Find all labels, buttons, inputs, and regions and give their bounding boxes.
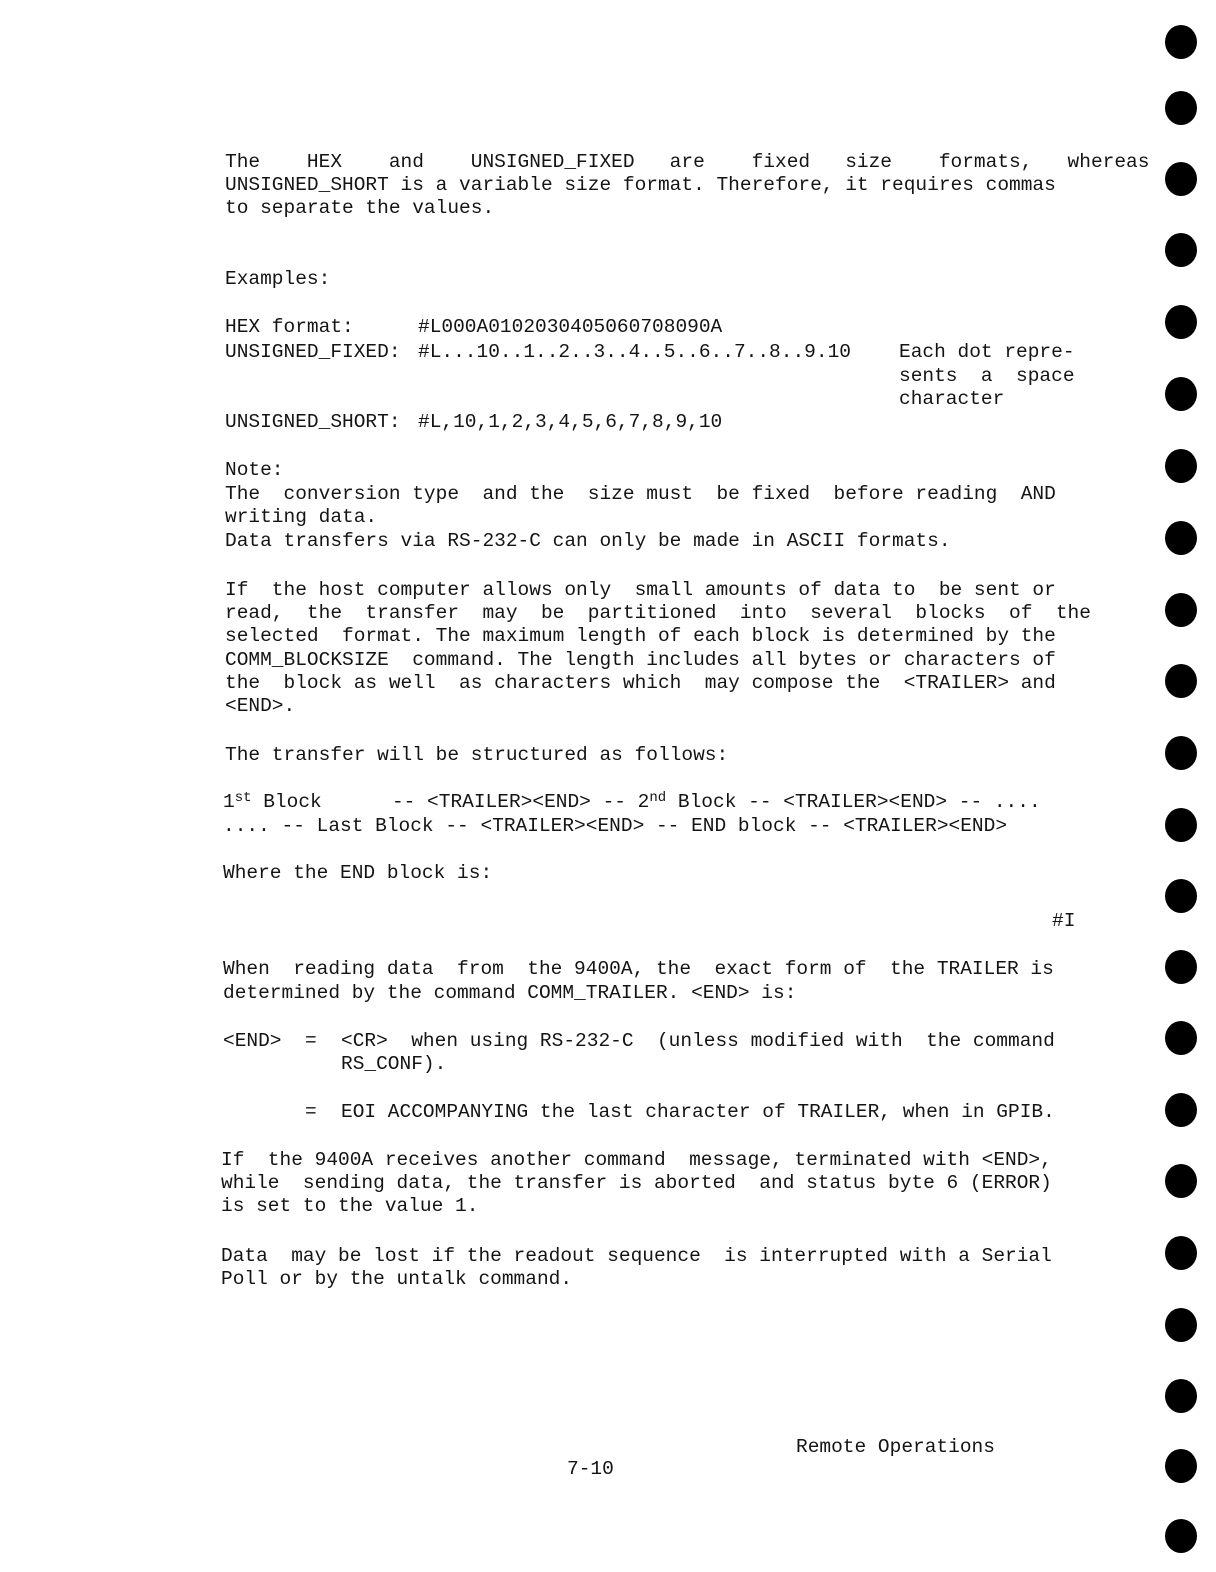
binder-hole — [1165, 664, 1197, 698]
binder-hole — [1165, 162, 1197, 196]
binder-hole — [1165, 1164, 1197, 1198]
partition-line-1: If the host computer allows only small amounts of data to be sent or — [225, 579, 1056, 601]
abort-line-3: is set to the value 1. — [221, 1195, 479, 1217]
second-block-suffix: nd — [649, 790, 667, 806]
binder-hole — [1165, 879, 1197, 913]
binder-hole — [1165, 25, 1197, 59]
lost-line-2: Poll or by the untalk command. — [221, 1268, 573, 1290]
lost-line-1: Data may be lost if the readout sequence is interrupted with a Serial — [221, 1245, 1052, 1267]
end-definition-1-line-1: <CR> when using RS-232-C (unless modified with the command — [341, 1030, 1055, 1052]
binder-hole — [1165, 1449, 1197, 1483]
binder-hole — [1165, 1236, 1197, 1270]
first-block-suffix: st — [234, 790, 252, 806]
end-block-value: #I — [1052, 910, 1076, 932]
binder-hole — [1165, 305, 1197, 339]
end-definition-1-line-2: RS_CONF). — [341, 1053, 447, 1075]
binder-hole — [1165, 1519, 1197, 1553]
structure-line-1 — [223, 791, 1041, 816]
partition-line-3: selected format. The maximum length of each block is determined by the — [225, 625, 1056, 647]
hex-format-value: #L000A0102030405060708090A — [418, 316, 723, 338]
note-line-1: The conversion type and the size must be fixed before reading AND — [225, 483, 1056, 505]
reading-line-2: determined by the command COMM_TRAILER. <END> is: — [223, 982, 797, 1004]
unsigned-fixed-note-2: sents a space — [899, 365, 1075, 387]
intro-line-1: The HEX and UNSIGNED_FIXED are fixed size formats, whereas — [225, 151, 1150, 173]
binder-hole — [1165, 950, 1197, 984]
reading-line-1: When reading data from the 9400A, the exact form of the TRAILER is — [223, 958, 1054, 980]
structure-line-2: .... -- Last Block -- <TRAILER><END> -- END block -- <TRAILER><END> — [223, 815, 1008, 837]
intro-line-2: UNSIGNED_SHORT is a variable size format. Therefore, it requires commas — [225, 174, 1056, 196]
note-line-2: writing data. — [225, 506, 378, 528]
intro-line-3: to separate the values. — [225, 197, 495, 219]
binder-hole — [1165, 449, 1197, 483]
first-block-text: Block -- <TRAILER><END> -- 2 — [251, 791, 650, 813]
binder-hole — [1165, 736, 1197, 770]
page-number: 7-10 — [567, 1458, 614, 1480]
binder-holes — [1165, 0, 1199, 1572]
unsigned-short-value: #L,10,1,2,3,4,5,6,7,8,9,10 — [418, 411, 723, 433]
structure-intro: The transfer will be structured as follows: — [225, 744, 729, 766]
binder-hole — [1165, 593, 1197, 627]
unsigned-short-label: UNSIGNED_SHORT: — [225, 411, 401, 433]
binder-hole — [1165, 808, 1197, 842]
end-equals-1: = — [305, 1030, 317, 1052]
unsigned-fixed-note-3: character — [899, 388, 1005, 410]
note-line-3: Data transfers via RS-232-C can only be made in ASCII formats. — [225, 530, 951, 552]
abort-line-1: If the 9400A receives another command message, terminated with <END>, — [221, 1149, 1052, 1171]
partition-line-5: the block as well as characters which may compose the <TRAILER> and — [225, 672, 1056, 694]
end-term: <END> — [223, 1030, 282, 1052]
binder-hole — [1165, 1308, 1197, 1342]
binder-hole — [1165, 521, 1197, 555]
binder-hole — [1165, 1379, 1197, 1413]
examples-heading: Examples: — [225, 268, 331, 290]
footer-section-title: Remote Operations — [796, 1436, 995, 1458]
end-definition-2: EOI ACCOMPANYING the last character of TRAILER, when in GPIB. — [341, 1101, 1055, 1123]
binder-hole — [1165, 1021, 1197, 1055]
hex-format-label: HEX format: — [225, 316, 354, 338]
unsigned-fixed-label: UNSIGNED_FIXED: — [225, 341, 401, 363]
unsigned-fixed-value: #L...10..1..2..3..4..5..6..7..8..9.10 — [418, 341, 851, 363]
partition-line-6: <END>. — [225, 695, 296, 717]
binder-hole — [1165, 1093, 1197, 1127]
abort-line-2: while sending data, the transfer is aborted and status byte 6 (ERROR) — [221, 1172, 1052, 1194]
second-block-text: Block -- <TRAILER><END> -- .... — [666, 791, 1041, 813]
note-heading: Note: — [225, 459, 284, 481]
binder-hole — [1165, 91, 1197, 125]
binder-hole — [1165, 233, 1197, 267]
unsigned-fixed-note-1: Each dot repre- — [899, 341, 1075, 363]
first-block-number: 1 — [223, 791, 235, 813]
end-equals-2: = — [305, 1101, 317, 1123]
partition-line-2: read, the transfer may be partitioned into several blocks of the — [225, 602, 1091, 624]
partition-line-4: COMM_BLOCKSIZE command. The length includes all bytes or characters of — [225, 649, 1056, 671]
binder-hole — [1165, 377, 1197, 411]
end-block-intro: Where the END block is: — [223, 862, 493, 884]
